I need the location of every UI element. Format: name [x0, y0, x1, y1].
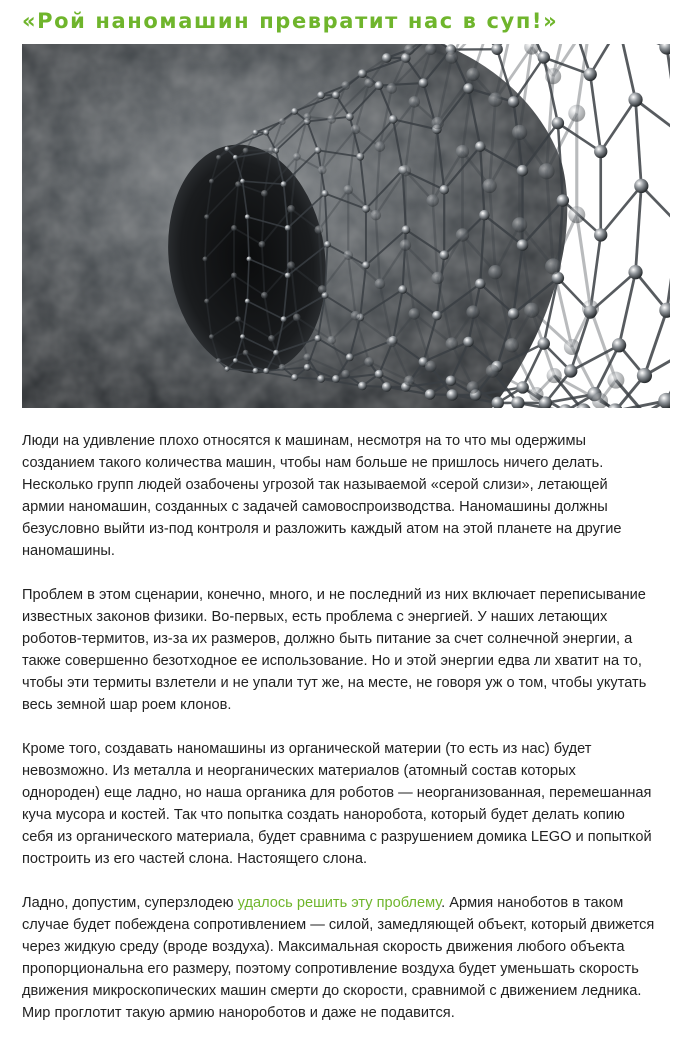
paragraph-line: наномашины.	[22, 540, 674, 562]
paragraph-text: Ладно, допустим, суперзлодею	[22, 895, 238, 911]
paragraph-line: однороден) еще ладно, но наша органика для роботов — неорганизованная, перемешанная	[22, 782, 674, 804]
paragraph-line: невозможно. Из металла и неорганических материалов (атомный состав которых	[22, 760, 674, 782]
paragraph-line: чтобы эти термиты взлетели и не упали тут же, на месте, не говоря уж о том, чтобы укутать	[22, 672, 674, 694]
paragraph-line-with-link	[22, 892, 674, 914]
paragraph-line: Несколько групп людей озабочены угрозой так называемой «серой слизи», летающей	[22, 474, 674, 496]
paragraph-4	[22, 892, 674, 1024]
paragraph-line: пропорциональна его размеру, поэтому сопротивление воздуха будет уменьшать скорость	[22, 958, 674, 980]
paragraph-3	[22, 738, 674, 870]
article-title: «Рой наномашин превратит нас в суп!»	[22, 6, 672, 36]
paragraph-line: известных законов физики. Во-первых, есть проблема с энергией. У наших летающих	[22, 606, 674, 628]
paragraph-line: Проблем в этом сценарии, конечно, много, и не последний из них включает переписывание	[22, 584, 674, 606]
paragraph-line: построить из его частей слона. Настоящего слона.	[22, 848, 674, 870]
paragraph-2	[22, 584, 674, 716]
paragraph-line: Кроме того, создавать наномашины из органической материи (то есть из нас) будет	[22, 738, 674, 760]
paragraph-line: роботов-термитов, из-за их размеров, должно быть питание за счет солнечной энергии, а	[22, 628, 674, 650]
paragraph-line: случае будет побеждена сопротивлением — силой, замедляющей объект, который движется	[22, 914, 674, 936]
paragraph-line: весь земной шар роем клонов.	[22, 694, 674, 716]
paragraph-line: также совершенно безотходное ее использование. Но и этой энергии едва ли хватит на то,	[22, 650, 674, 672]
paragraph-line: армии наномашин, созданных с задачей самовоспроизводства. Наномашины должны	[22, 496, 674, 518]
paragraph-line: куча мусора и костей. Так что попытка создать наноробота, который будет делать копию	[22, 804, 674, 826]
paragraph-text: . Армия наноботов в таком	[441, 895, 623, 911]
paragraph-line: Люди на удивление плохо относятся к машинам, несмотря на то что мы одержимы	[22, 430, 674, 452]
article-body	[22, 430, 674, 1046]
paragraph-line: себя из органического материала, будет сравнима с разрушением домика LEGO и попыткой	[22, 826, 674, 848]
paragraph-line: через жидкую среду (вроде воздуха). Максимальная скорость движения любого объекта	[22, 936, 674, 958]
paragraph-line: Мир проглотит такую армию нанороботов и даже не подавится.	[22, 1002, 674, 1024]
paragraph-line: безусловно выйти из-под контроля и разложить каждый атом на этой планете на другие	[22, 518, 674, 540]
nanotube-illustration-icon	[22, 44, 670, 408]
hero-image	[22, 44, 670, 408]
solve-problem-link[interactable]: удалось решить эту проблему	[238, 895, 441, 911]
paragraph-line: созданием такого количества машин, чтобы нам больше не пришлось ничего делать.	[22, 452, 674, 474]
paragraph-line: движения микроскопических машин смерти до скорости, сравнимой с движением ледника.	[22, 980, 674, 1002]
paragraph-1	[22, 430, 674, 562]
